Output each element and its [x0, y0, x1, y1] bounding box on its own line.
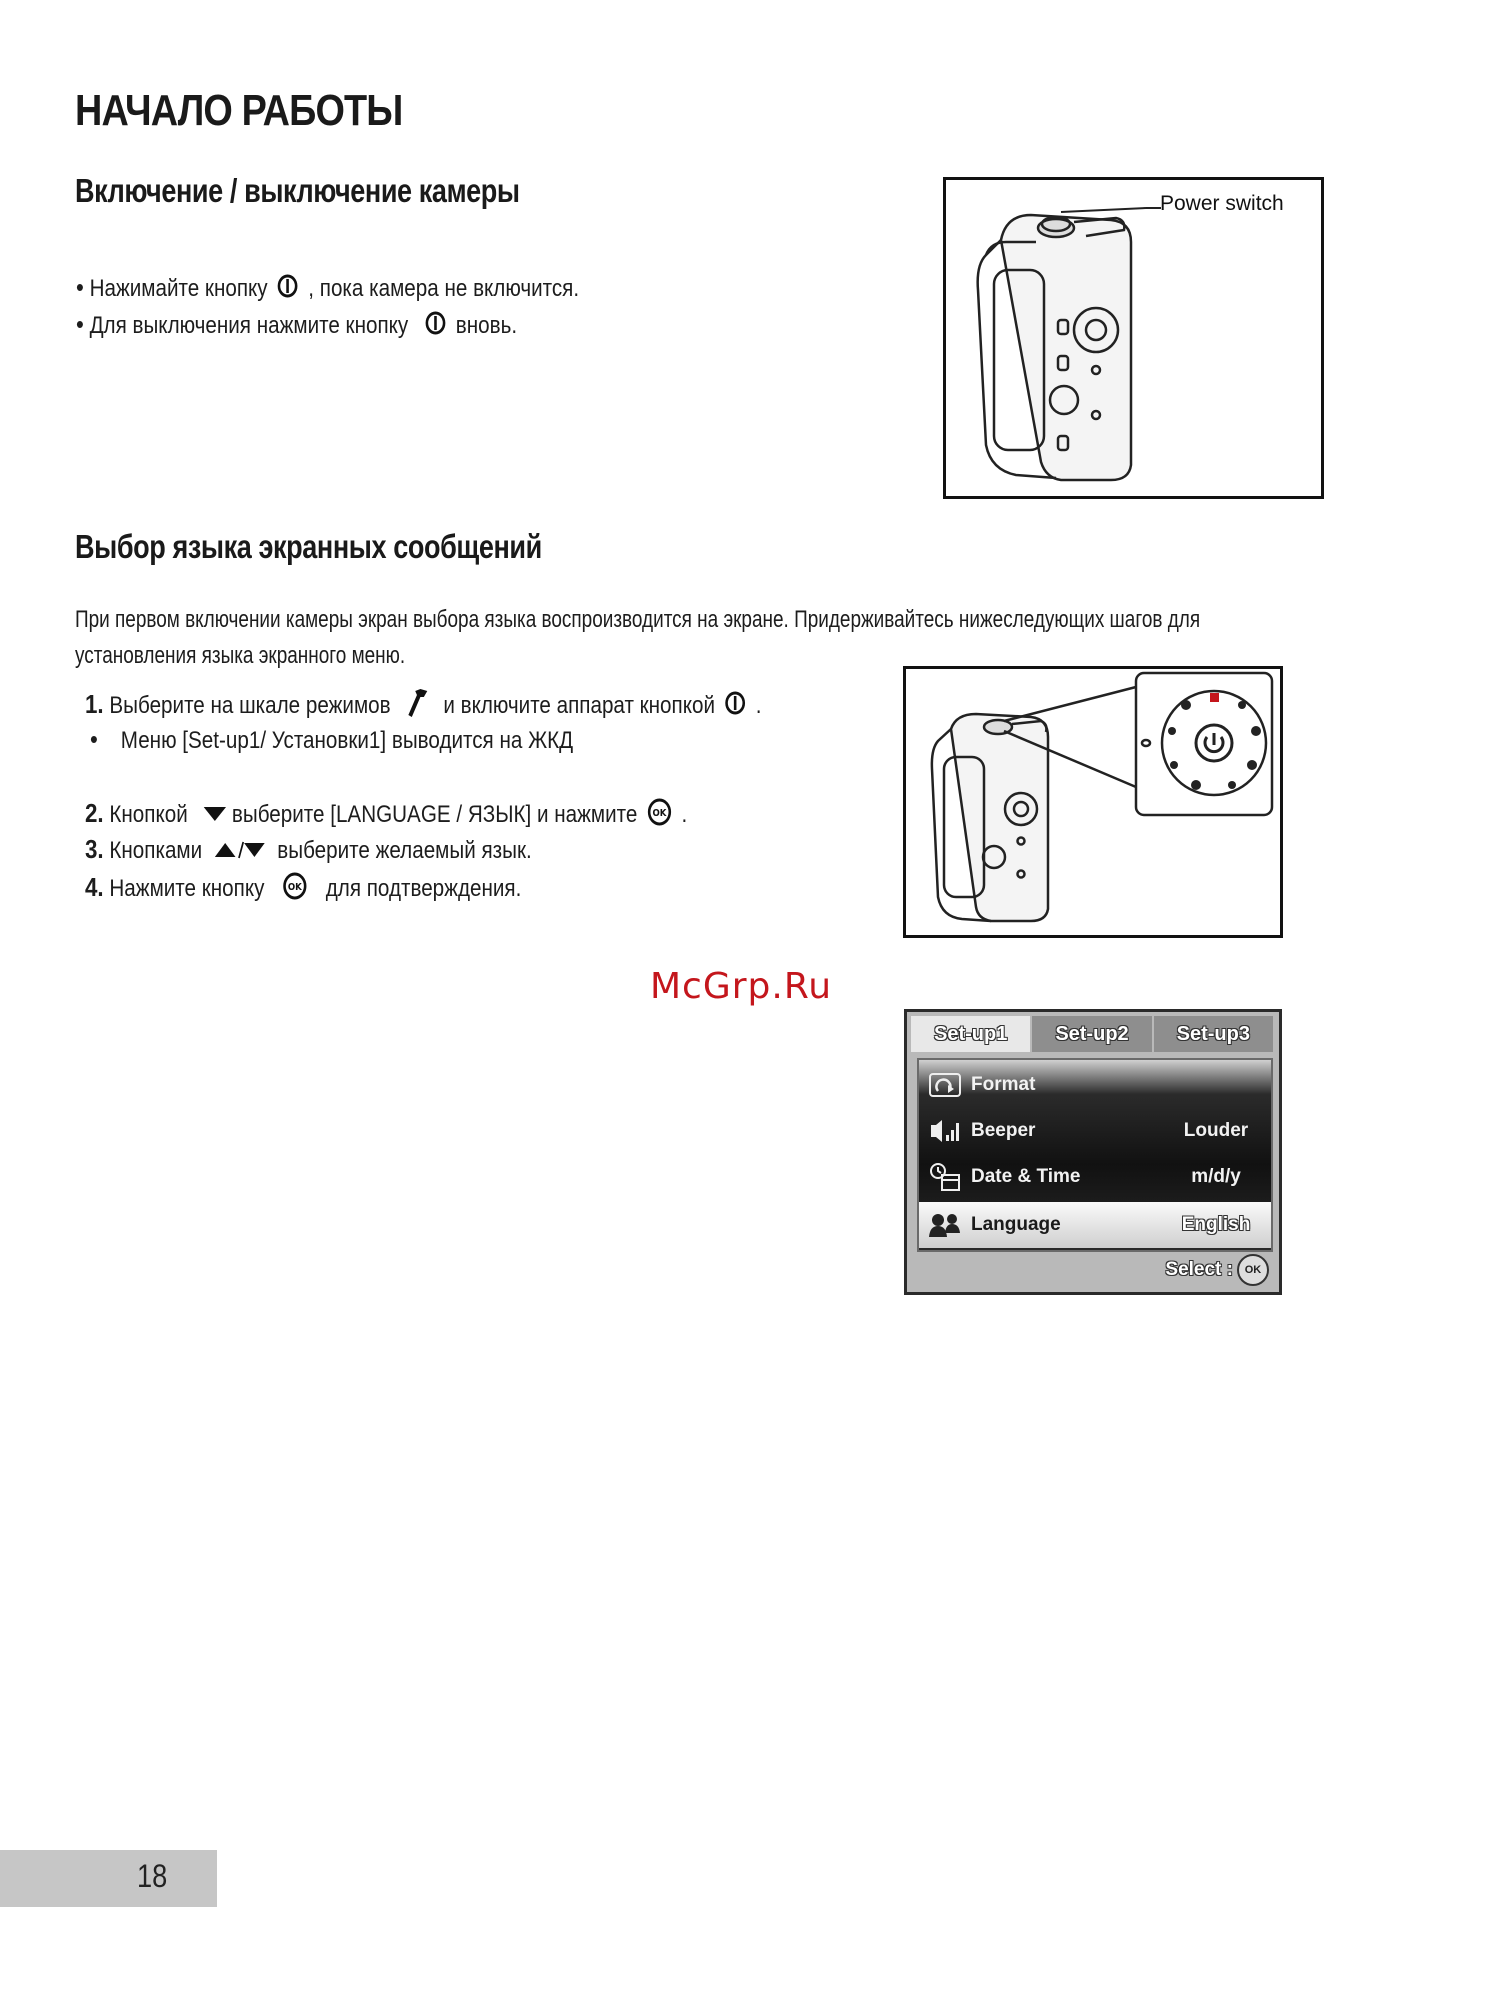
menu-item-format[interactable]: [919, 1062, 1271, 1108]
menu-item-label: Format: [971, 1074, 1036, 1095]
bullet-text-after: , пока камера не включится.: [308, 275, 580, 302]
camera-power-switch-figure: [943, 177, 1324, 499]
step-number: 3.: [85, 834, 104, 864]
power-icon: [277, 273, 299, 306]
date-time-icon: [925, 1162, 965, 1192]
tab-setup1[interactable]: Set-up1: [911, 1016, 1030, 1052]
camera-illustration: [946, 180, 1321, 496]
menu-item-value: m/d/y: [1191, 1166, 1241, 1187]
arrow-down-icon: [204, 802, 226, 830]
intro-line-1: При первом включении камеры экран выбора языка воспроизводится на экране. Придерживайтесь нижеследующих шагов для: [75, 606, 1201, 633]
step-text: Кнопками: [109, 837, 203, 864]
step-number: 1.: [85, 688, 104, 719]
watermark-text: McGrp.Ru: [650, 966, 833, 1007]
page-title: НАЧАЛО РАБОТЫ: [75, 86, 403, 135]
step-text: Кнопкой: [109, 800, 188, 828]
beeper-icon: [925, 1117, 965, 1145]
menu-item-value: Louder: [1183, 1120, 1249, 1141]
page-number-box: [0, 1850, 217, 1907]
bullet-text-before: Нажимайте кнопку: [89, 275, 268, 302]
camera-mode-dial-figure: [903, 666, 1283, 938]
power-switch-label: Power switch: [1160, 192, 1284, 215]
ok-button-icon: OK: [1237, 1254, 1269, 1286]
tab-setup3[interactable]: Set-up3: [1154, 1016, 1273, 1052]
section-heading-language: Выбор языка экранных сообщений: [75, 528, 542, 565]
ok-button-icon: [647, 797, 673, 834]
lcd-setup-menu: [904, 1009, 1282, 1295]
step-text: и включите аппарат кнопкой: [443, 691, 715, 719]
language-icon: [925, 1211, 965, 1239]
tab-setup2[interactable]: Set-up2: [1032, 1016, 1151, 1052]
step-1: [85, 687, 761, 726]
step-text: выберите желаемый язык.: [277, 837, 532, 864]
bullet-dot: •: [76, 309, 84, 339]
menu-item-label: Language: [971, 1214, 1061, 1235]
step-text: Выберите на шкале режимов: [109, 691, 391, 719]
bullet-item-power-off: [76, 309, 517, 343]
bullet-dot: •: [76, 272, 84, 302]
power-icon: [424, 310, 446, 343]
step-3: [85, 834, 532, 866]
wrench-setup-icon: [405, 687, 429, 726]
select-hint-label: Select :: [1165, 1259, 1233, 1280]
camera-dial-illustration: [906, 669, 1280, 935]
lcd-menu-list: [917, 1058, 1273, 1252]
menu-item-value: English: [1181, 1214, 1251, 1235]
menu-item-label: Beeper: [971, 1120, 1036, 1141]
step-1-note: [90, 724, 573, 755]
section-heading-power: Включение / выключение камеры: [75, 172, 520, 209]
lcd-tab-bar: [911, 1016, 1275, 1052]
step-number: 4.: [85, 871, 104, 902]
menu-item-language[interactable]: [919, 1202, 1271, 1248]
intro-line-2: установления языка экранного меню.: [75, 642, 406, 669]
lcd-footer: [1165, 1254, 1269, 1286]
menu-item-date-time[interactable]: [919, 1154, 1271, 1200]
step-text: .: [755, 691, 762, 719]
menu-item-label: Date & Time: [971, 1166, 1081, 1187]
step-text: для подтверждения.: [325, 874, 522, 902]
bullet-text-after: вновь.: [455, 312, 518, 339]
step-note-text: Меню [Set-up1/ Установки1] выводится на ЖКД: [120, 727, 574, 754]
step-text: Нажмите кнопку: [109, 874, 265, 902]
ok-button-icon: [282, 871, 308, 908]
step-4: [85, 871, 521, 908]
bullet-dot: •: [90, 724, 98, 754]
svg-text:OK: OK: [652, 807, 667, 820]
menu-item-beeper[interactable]: [919, 1108, 1271, 1154]
bullet-item-power-on: [76, 272, 579, 306]
step-text: выберите [LANGUAGE / ЯЗЫК] и нажмите: [231, 800, 638, 828]
bullet-text-before: Для выключения нажмите кнопку: [89, 312, 409, 339]
step-number: 2.: [85, 797, 104, 828]
step-2: [85, 797, 687, 834]
step-text: .: [681, 800, 688, 828]
svg-text:OK: OK: [288, 881, 303, 894]
page-number: 18: [137, 1858, 168, 1894]
arrow-up-down-icon: [215, 838, 265, 866]
format-icon: [925, 1071, 965, 1099]
power-icon: [724, 690, 746, 723]
